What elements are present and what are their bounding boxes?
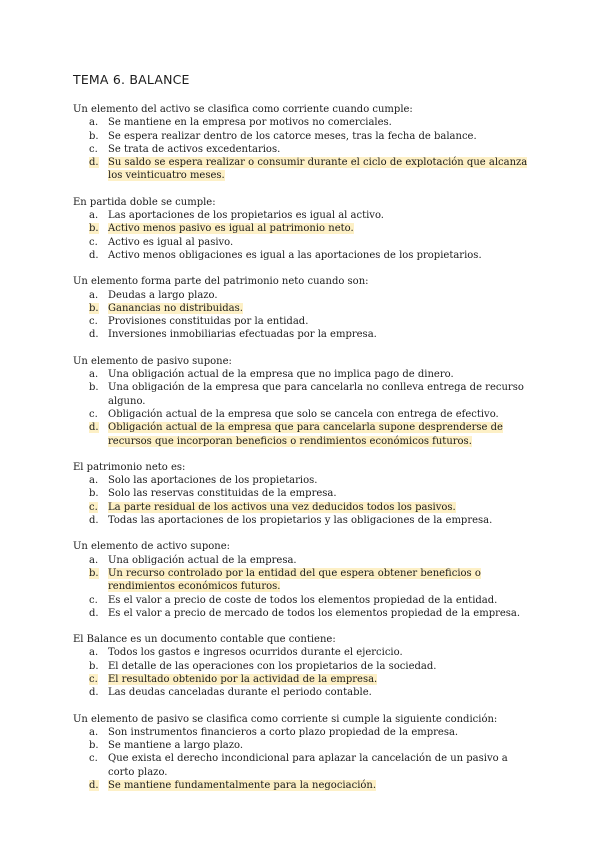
option-text: Se espera realizar dentro de los catorce meses, tras la fecha de balance. xyxy=(108,130,477,142)
answer-option xyxy=(73,726,528,739)
option-text: Ganancias no distribuidas. xyxy=(108,302,243,314)
option-letter: a. xyxy=(89,289,99,301)
answer-option xyxy=(73,368,528,381)
option-text: Solo las aportaciones de los propietarios. xyxy=(108,475,318,487)
question-stem: Un elemento del activo se clasifica como corriente cuando cumple: xyxy=(73,104,413,115)
option-text: Provisiones constituidas por la entidad. xyxy=(108,316,309,328)
option-letter: a. xyxy=(89,210,99,222)
question-stem: El Balance es un documento contable que contiene: xyxy=(73,634,336,646)
answer-option xyxy=(73,249,528,262)
question-stem: Un elemento de activo supone: xyxy=(73,541,230,553)
option-text: Una obligación de la empresa que para cancelarla no conlleva entrega de recurso alguno. xyxy=(108,382,524,407)
option-letter: c. xyxy=(89,236,98,248)
option-letter: d. xyxy=(89,687,99,699)
answer-option xyxy=(73,209,528,222)
option-list xyxy=(73,289,528,342)
option-text: Todos los gastos e ingresos ocurridos durante el ejercicio. xyxy=(108,647,403,659)
option-text: Se mantiene fundamentalmente para la negociación. xyxy=(108,780,377,792)
option-text: Deudas a largo plazo. xyxy=(108,289,218,301)
option-text: Una obligación actual de la empresa que no implica pago de dinero. xyxy=(108,369,454,381)
answer-option xyxy=(73,686,528,699)
answer-option xyxy=(73,474,528,487)
option-letter: a. xyxy=(89,554,99,566)
option-text: La parte residual de los activos una vez deducidos todos los pasivos. xyxy=(108,501,456,513)
answer-option xyxy=(73,289,528,302)
answer-option xyxy=(73,554,528,567)
question-list xyxy=(73,103,528,792)
question-stem: Un elemento de pasivo supone: xyxy=(73,355,232,367)
question-stem: En partida doble se cumple: xyxy=(73,196,216,208)
option-text: El resultado obtenido por la actividad de la empresa. xyxy=(108,673,378,685)
option-text: Se mantiene en la empresa por motivos no comerciales. xyxy=(108,117,392,129)
option-letter: a. xyxy=(89,475,99,487)
question-block xyxy=(73,103,528,183)
option-letter: d. xyxy=(89,249,99,261)
option-text: Activo menos pasivo es igual al patrimonio neto. xyxy=(108,223,354,235)
option-list xyxy=(73,474,528,527)
question-block xyxy=(73,196,528,262)
option-letter: b. xyxy=(89,382,99,394)
question-block xyxy=(73,275,528,341)
question-block xyxy=(73,355,528,448)
option-letter: a. xyxy=(89,117,99,129)
option-letter: c. xyxy=(89,316,98,328)
answer-option xyxy=(73,236,528,249)
page-title: TEMA 6. BALANCE xyxy=(73,72,190,87)
option-letter: b. xyxy=(89,223,99,235)
option-text: Todas las aportaciones de los propietarios y las obligaciones de la empresa. xyxy=(108,515,493,527)
question-block xyxy=(73,713,528,793)
option-letter: b. xyxy=(89,567,99,579)
option-text: Se trata de activos excedentarios. xyxy=(108,143,281,155)
answer-option xyxy=(73,408,528,421)
answer-option-highlighted xyxy=(73,567,528,594)
option-list xyxy=(73,368,528,448)
option-letter: b. xyxy=(89,660,99,672)
question-block xyxy=(73,633,528,699)
option-letter: b. xyxy=(89,302,99,314)
answer-option xyxy=(73,381,528,408)
question-stem: El patrimonio neto es: xyxy=(73,461,186,473)
answer-option xyxy=(73,660,528,673)
option-letter: a. xyxy=(89,726,99,738)
question-stem: Un elemento forma parte del patrimonio neto cuando son: xyxy=(73,276,369,288)
option-letter: c. xyxy=(89,594,98,606)
option-text: Una obligación actual de la empresa. xyxy=(108,554,297,566)
answer-option xyxy=(73,116,528,129)
option-letter: d. xyxy=(89,515,99,527)
question-block xyxy=(73,461,528,527)
option-text: Es el valor a precio de coste de todos los elementos propiedad de la entidad. xyxy=(108,594,498,606)
answer-option xyxy=(73,130,528,143)
option-list xyxy=(73,646,528,699)
option-list xyxy=(73,554,528,620)
answer-option-highlighted xyxy=(73,156,528,183)
answer-option xyxy=(73,487,528,500)
answer-option-highlighted xyxy=(73,222,528,235)
option-text: Inversiones inmobiliarias efectuadas por la empresa. xyxy=(108,329,377,341)
answer-option-highlighted xyxy=(73,673,528,686)
option-list xyxy=(73,726,528,792)
option-text: Las aportaciones de los propietarios es igual al activo. xyxy=(108,210,384,222)
option-text: Se mantiene a largo plazo. xyxy=(108,740,244,752)
option-letter: c. xyxy=(89,753,98,765)
option-text: Es el valor a precio de mercado de todos los elementos propiedad de la empresa. xyxy=(108,607,521,619)
option-text: Que exista el derecho incondicional para aplazar la cancelación de un pasivo a corto plazo. xyxy=(108,753,508,778)
answer-option xyxy=(73,739,528,752)
option-list xyxy=(73,116,528,182)
option-letter: d. xyxy=(89,422,99,434)
option-text: Obligación actual de la empresa que para cancelarla supone desprenderse de recursos que incorporan beneficios o rendimientos económicos futuros. xyxy=(108,422,503,447)
answer-option-highlighted xyxy=(73,779,528,792)
question-stem: Un elemento de pasivo se clasifica como corriente si cumple la siguiente condición: xyxy=(73,713,498,725)
question-block xyxy=(73,540,528,620)
option-letter: c. xyxy=(89,408,98,420)
option-letter: d. xyxy=(89,329,99,341)
option-text: Solo las reservas constituidas de la empresa. xyxy=(108,488,337,500)
option-text: Las deudas canceladas durante el periodo contable. xyxy=(108,687,372,699)
option-text: Activo es igual al pasivo. xyxy=(108,236,234,248)
answer-option xyxy=(73,514,528,527)
answer-option-highlighted xyxy=(73,302,528,315)
option-text: Un recurso controlado por la entidad del que espera obtener beneficios o rendimientos económicos futuros. xyxy=(108,567,481,593)
option-text: El detalle de las operaciones con los propietarios de la sociedad. xyxy=(108,660,437,672)
option-text: Son instrumentos financieros a corto plazo propiedad de la empresa. xyxy=(108,726,459,738)
option-letter: b. xyxy=(89,740,99,752)
answer-option xyxy=(73,646,528,659)
answer-option-highlighted xyxy=(73,421,528,448)
answer-option xyxy=(73,315,528,328)
answer-option xyxy=(73,607,528,620)
option-letter: c. xyxy=(89,143,98,155)
option-text: Su saldo se espera realizar o consumir durante el ciclo de explotación que alcanza los veinticuatro meses. xyxy=(108,157,528,182)
option-letter: b. xyxy=(89,488,99,500)
option-text: Activo menos obligaciones es igual a las aportaciones de los propietarios. xyxy=(108,249,482,261)
option-letter: d. xyxy=(89,780,99,792)
answer-option xyxy=(73,143,528,156)
option-letter: b. xyxy=(89,130,99,142)
answer-option xyxy=(73,594,528,607)
answer-option-highlighted xyxy=(73,501,528,514)
option-letter: d. xyxy=(89,607,99,619)
answer-option xyxy=(73,752,528,779)
answer-option xyxy=(73,328,528,341)
option-letter: d. xyxy=(89,157,99,169)
option-letter: c. xyxy=(89,501,98,513)
option-letter: c. xyxy=(89,673,98,685)
option-letter: a. xyxy=(89,369,99,381)
option-text: Obligación actual de la empresa que solo se cancela con entrega de efectivo. xyxy=(108,408,499,420)
option-list xyxy=(73,209,528,262)
option-letter: a. xyxy=(89,647,99,659)
